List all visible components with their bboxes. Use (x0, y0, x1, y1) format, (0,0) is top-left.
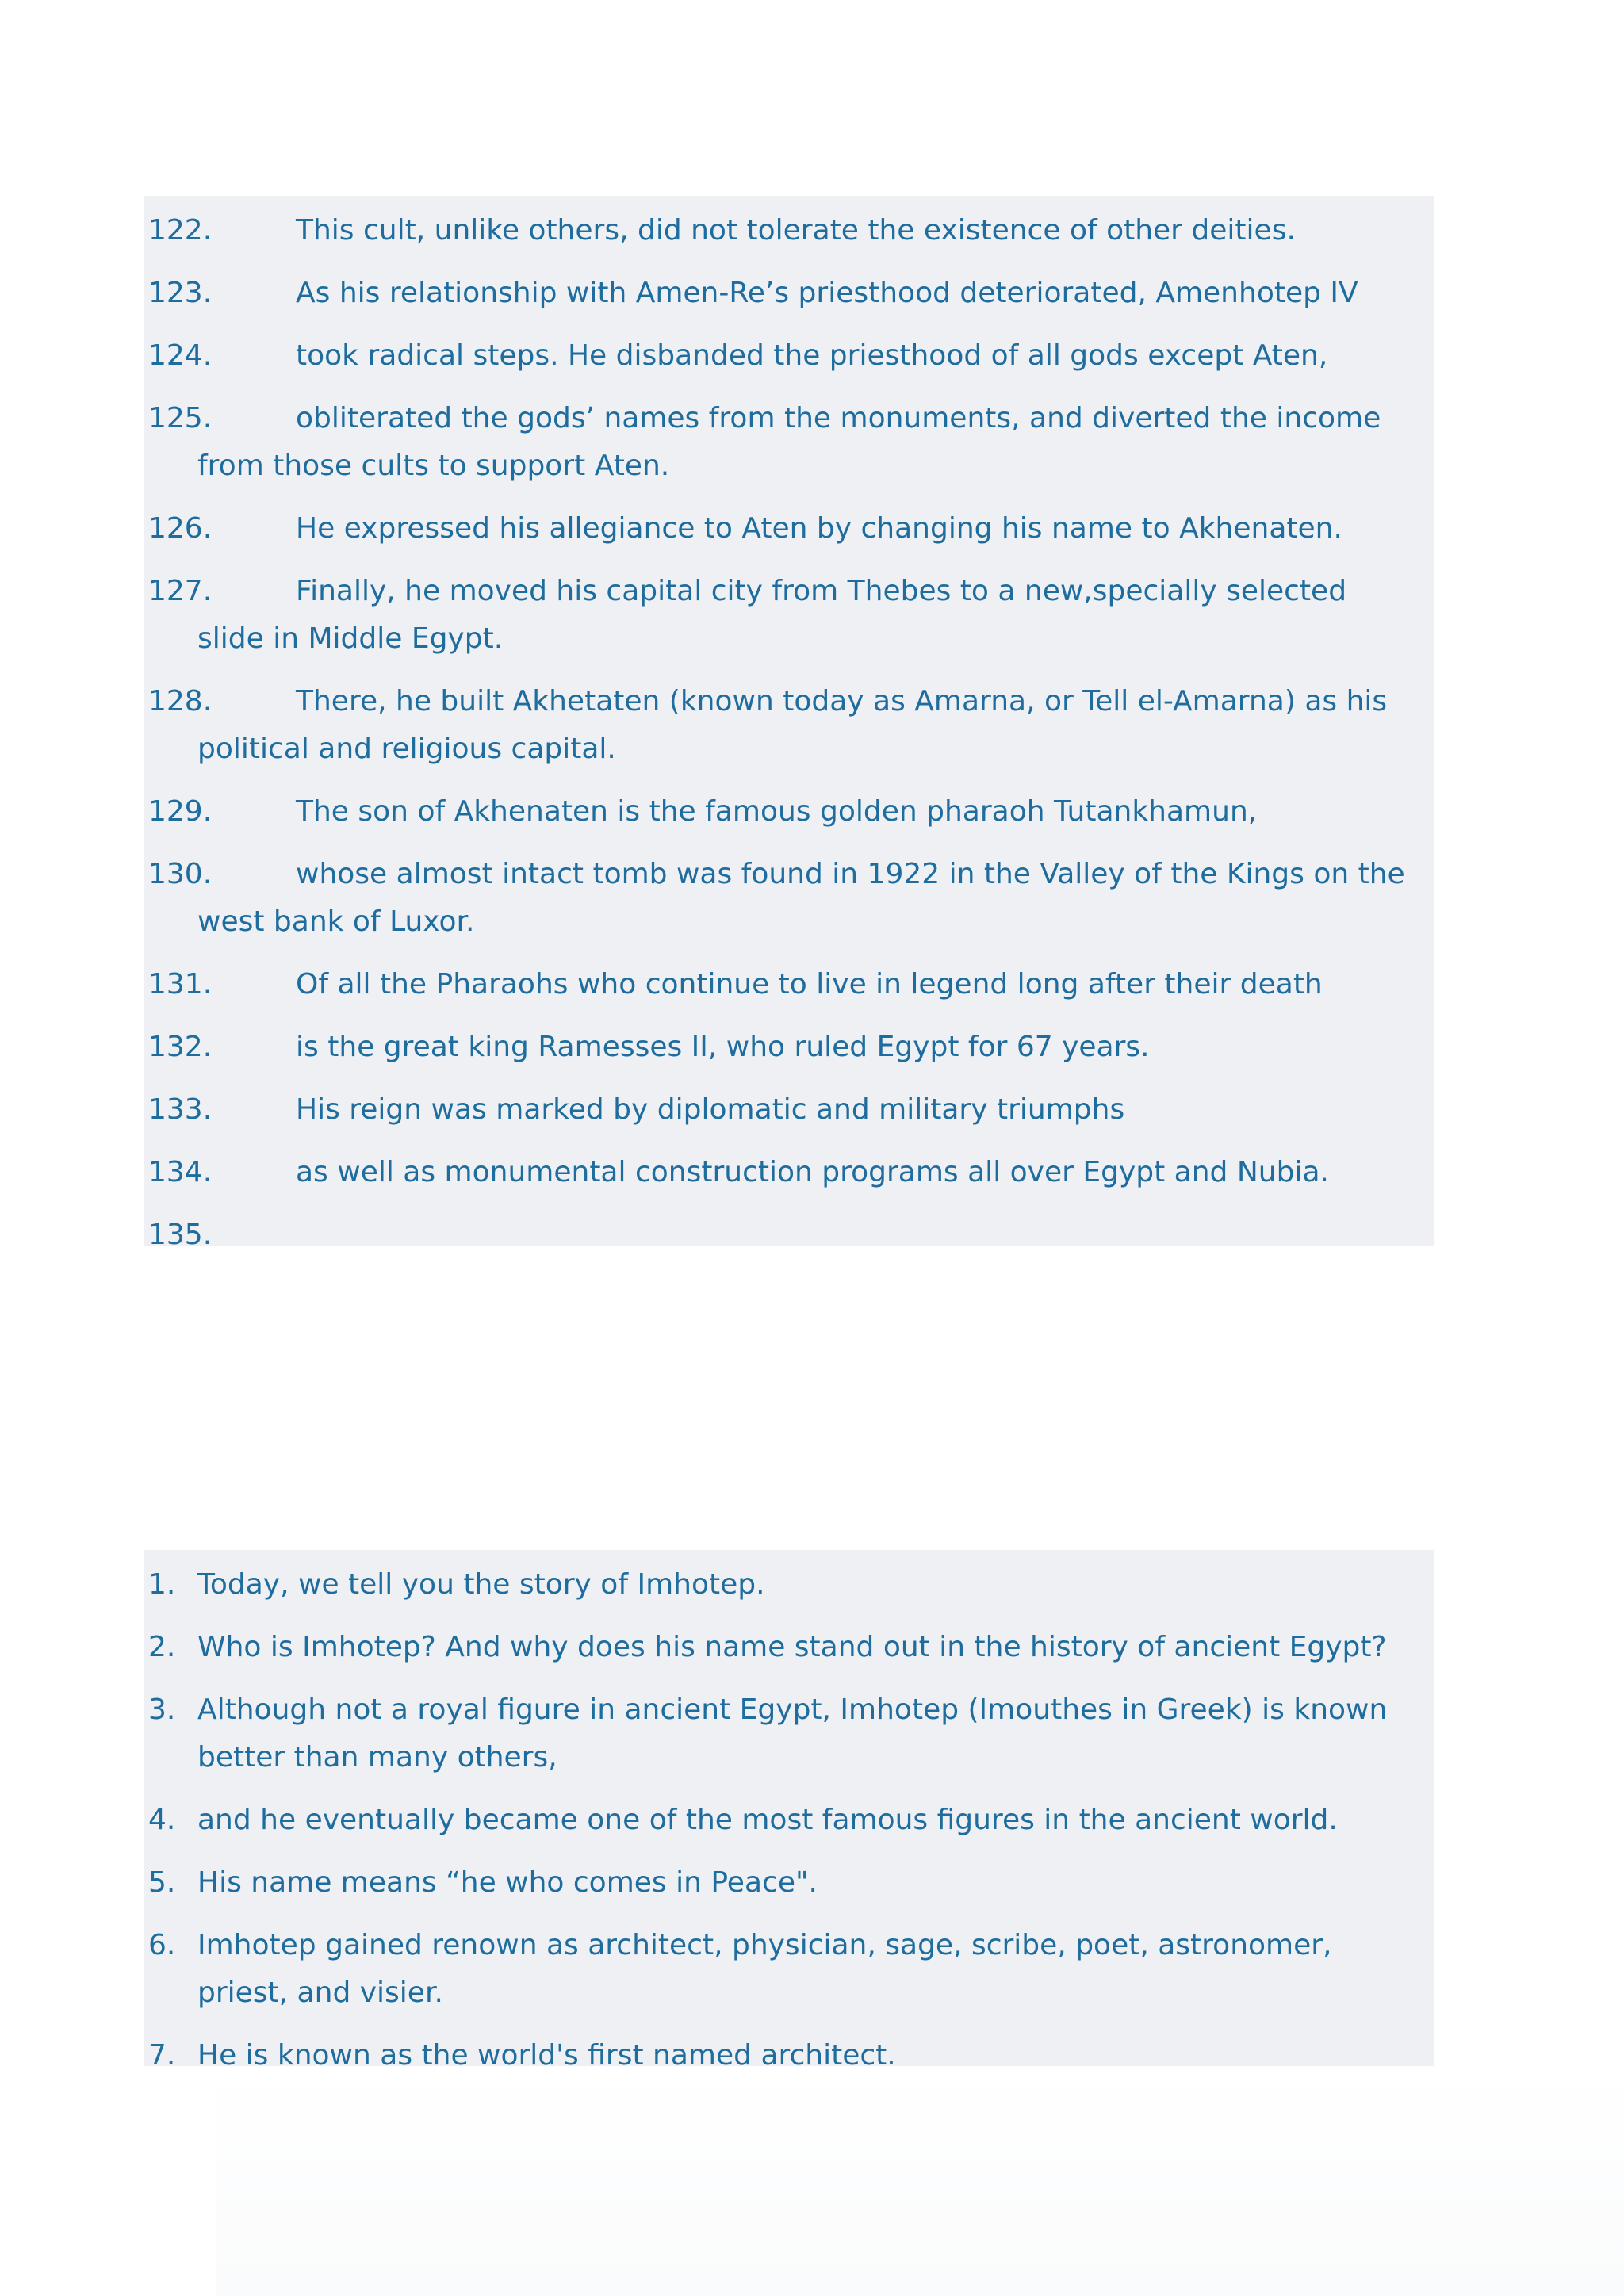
line-number: 126. (148, 512, 213, 545)
line-number: 133. (148, 1093, 213, 1126)
line-text: Today, we tell you the story of Imhotep. (197, 1568, 765, 1601)
line-text: Finally, he moved his capital city from Thebes to a new,specially selected (296, 575, 1347, 607)
line-number: 125. (148, 402, 213, 434)
list-item (144, 788, 1434, 836)
list-item (144, 961, 1434, 1008)
transcript-block-numbered (144, 196, 1434, 1251)
line-number: 2. (148, 1631, 176, 1663)
line-number: 1. (148, 1568, 176, 1601)
line-text: Who is Imhotep? And why does his name stand out in the history of ancient Egypt? (197, 1631, 1387, 1663)
line-text: as well as monumental construction programs all over Egypt and Nubia. (296, 1156, 1329, 1188)
line-number: 124. (148, 339, 213, 372)
list-item (144, 568, 1434, 663)
line-number: 122. (148, 214, 213, 247)
list-item (144, 270, 1434, 317)
line-text: took radical steps. He disbanded the priesthood of all gods except Aten, (296, 339, 1328, 372)
line-text: obliterated the gods’ names from the monuments, and diverted the income (296, 402, 1381, 434)
line-number: 128. (148, 685, 213, 718)
list-item (144, 1561, 1434, 1609)
line-text: He expressed his allegiance to Aten by changing his name to Akhenaten. (296, 512, 1342, 545)
line-continuation: better than many others, (197, 1741, 557, 1774)
line-continuation: slide in Middle Egypt. (197, 622, 504, 655)
list-item (144, 505, 1434, 553)
list-item (144, 1686, 1434, 1781)
line-number: 134. (148, 1156, 213, 1188)
line-number: 3. (148, 1693, 176, 1726)
line-text: His name means “he who comes in Peace". (197, 1866, 818, 1899)
transcript-block-imhotep (144, 1550, 1434, 2072)
line-number: 135. (148, 1219, 213, 1251)
line-number: 7. (148, 2039, 176, 2072)
line-text: This cult, unlike others, did not tolerate the existence of other deities. (296, 214, 1296, 247)
line-number: 132. (148, 1031, 213, 1063)
line-text: Imhotep gained renown as architect, physician, sage, scribe, poet, astronomer, (197, 1929, 1332, 1961)
line-number: 5. (148, 1866, 176, 1899)
line-number: 127. (148, 575, 213, 607)
line-continuation: from those cults to support Aten. (197, 450, 670, 482)
line-text: is the great king Ramesses II, who ruled Egypt for 67 years. (296, 1031, 1150, 1063)
list-item (144, 1024, 1434, 1071)
line-text: As his relationship with Amen-Re’s priesthood deteriorated, Amenhotep IV (296, 277, 1358, 309)
list-item (144, 1624, 1434, 1671)
page-shadow (216, 2069, 1624, 2296)
line-text: and he eventually became one of the most famous figures in the ancient world. (197, 1804, 1338, 1836)
list-item (144, 678, 1434, 773)
line-text: Although not a royal figure in ancient Egypt, Imhotep (Imouthes in Greek) is known (197, 1693, 1388, 1726)
list-item (144, 332, 1434, 380)
list-item (144, 1149, 1434, 1196)
line-number: 129. (148, 795, 213, 828)
list-item (144, 395, 1434, 490)
line-number: 131. (148, 968, 213, 1001)
line-text: He is known as the world's first named architect. (197, 2039, 896, 2072)
list-item (144, 1859, 1434, 1907)
line-number: 6. (148, 1929, 176, 1961)
line-text: There, he built Akhetaten (known today as Amarna, or Tell el-Amarna) as his (296, 685, 1388, 718)
line-number: 123. (148, 277, 213, 309)
line-text: Of all the Pharaohs who continue to live in legend long after their death (296, 968, 1323, 1001)
line-continuation: priest, and visier. (197, 1976, 443, 2009)
list-item (144, 1086, 1434, 1134)
line-text: The son of Akhenaten is the famous golden pharaoh Tutankhamun, (296, 795, 1258, 828)
list-item (144, 2032, 1434, 2080)
list-item (144, 851, 1434, 946)
list-item (144, 207, 1434, 254)
line-continuation: political and religious capital. (197, 733, 616, 765)
line-number: 130. (148, 858, 213, 890)
line-number: 4. (148, 1804, 176, 1836)
list-item (144, 1797, 1434, 1844)
list-item (144, 1922, 1434, 2017)
line-continuation: west bank of Luxor. (197, 905, 475, 938)
line-text: His reign was marked by diplomatic and military triumphs (296, 1093, 1125, 1126)
line-text: whose almost intact tomb was found in 1922 in the Valley of the Kings on the (296, 858, 1405, 890)
